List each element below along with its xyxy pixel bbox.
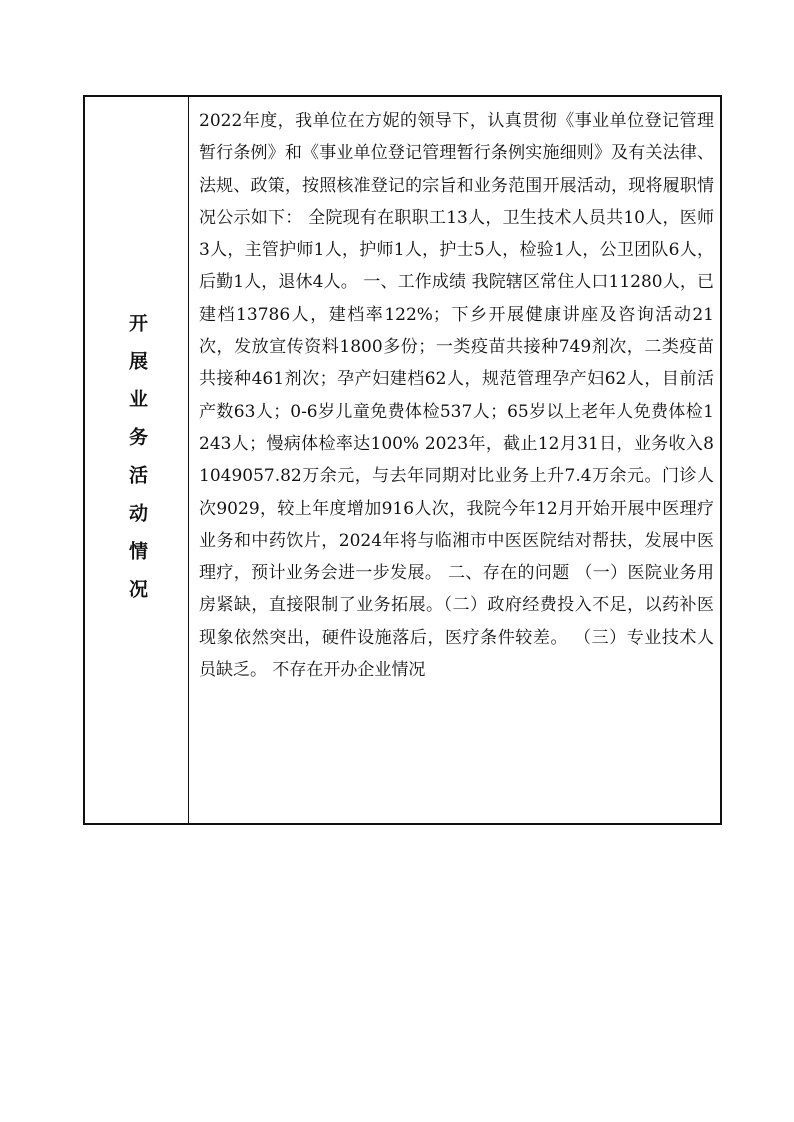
section-label-cell — [85, 97, 189, 823]
section-label: 开展业务活动情况 — [126, 313, 148, 617]
section-content-cell — [189, 97, 720, 823]
business-activity-table — [83, 95, 722, 825]
section-content: 2022年度，我单位在方妮的领导下，认真贯彻《事业单位登记管理暂行条例》和《事业单位登记管理暂行条例实施细则》及有关法律、法规、政策，按照核准登记的宗旨和业务范围开展活动，现将履职情况公示如下： 全院现有在职职工13人，卫生技术人员共10人，医师3人，主管护师1人，护师1人，护士5人，检验1人，公卫团队6人，后勤1人，退休4人。 一、工作成绩 我院辖区常住人口11280人，已建档13786人，建档率122%；下乡开展健康讲座及咨询活动21次，发放宣传资料1800多份；一类疫苗共接种749剂次，二类疫苗共接种461剂次；孕产妇建档62人，规范管理孕产妇62人，目前活产数63人；0-6岁儿童免费体检537人；65岁以上老年人免费体检1243人；慢病体检率达100% 2023年，截止12月31日，业务收入81049057.82万余元，与去年同期对比业务上升7.4万余元。门诊人次9029，较上年度增加916人次，我院今年12月开始开展中医理疗业务和中药饮片，2024年将与临湘市中医医院结对帮扶，发展中医理疗，预计业务会进一步发展。 二、存在的问题 （一）医院业务用房紧缺，直接限制了业务拓展。（二）政府经费投入不足，以药补医现象依然突出，硬件设施落后，医疗条件较差。 （三）专业技术人员缺乏。 不存在开办企业情况 — [199, 111, 714, 681]
